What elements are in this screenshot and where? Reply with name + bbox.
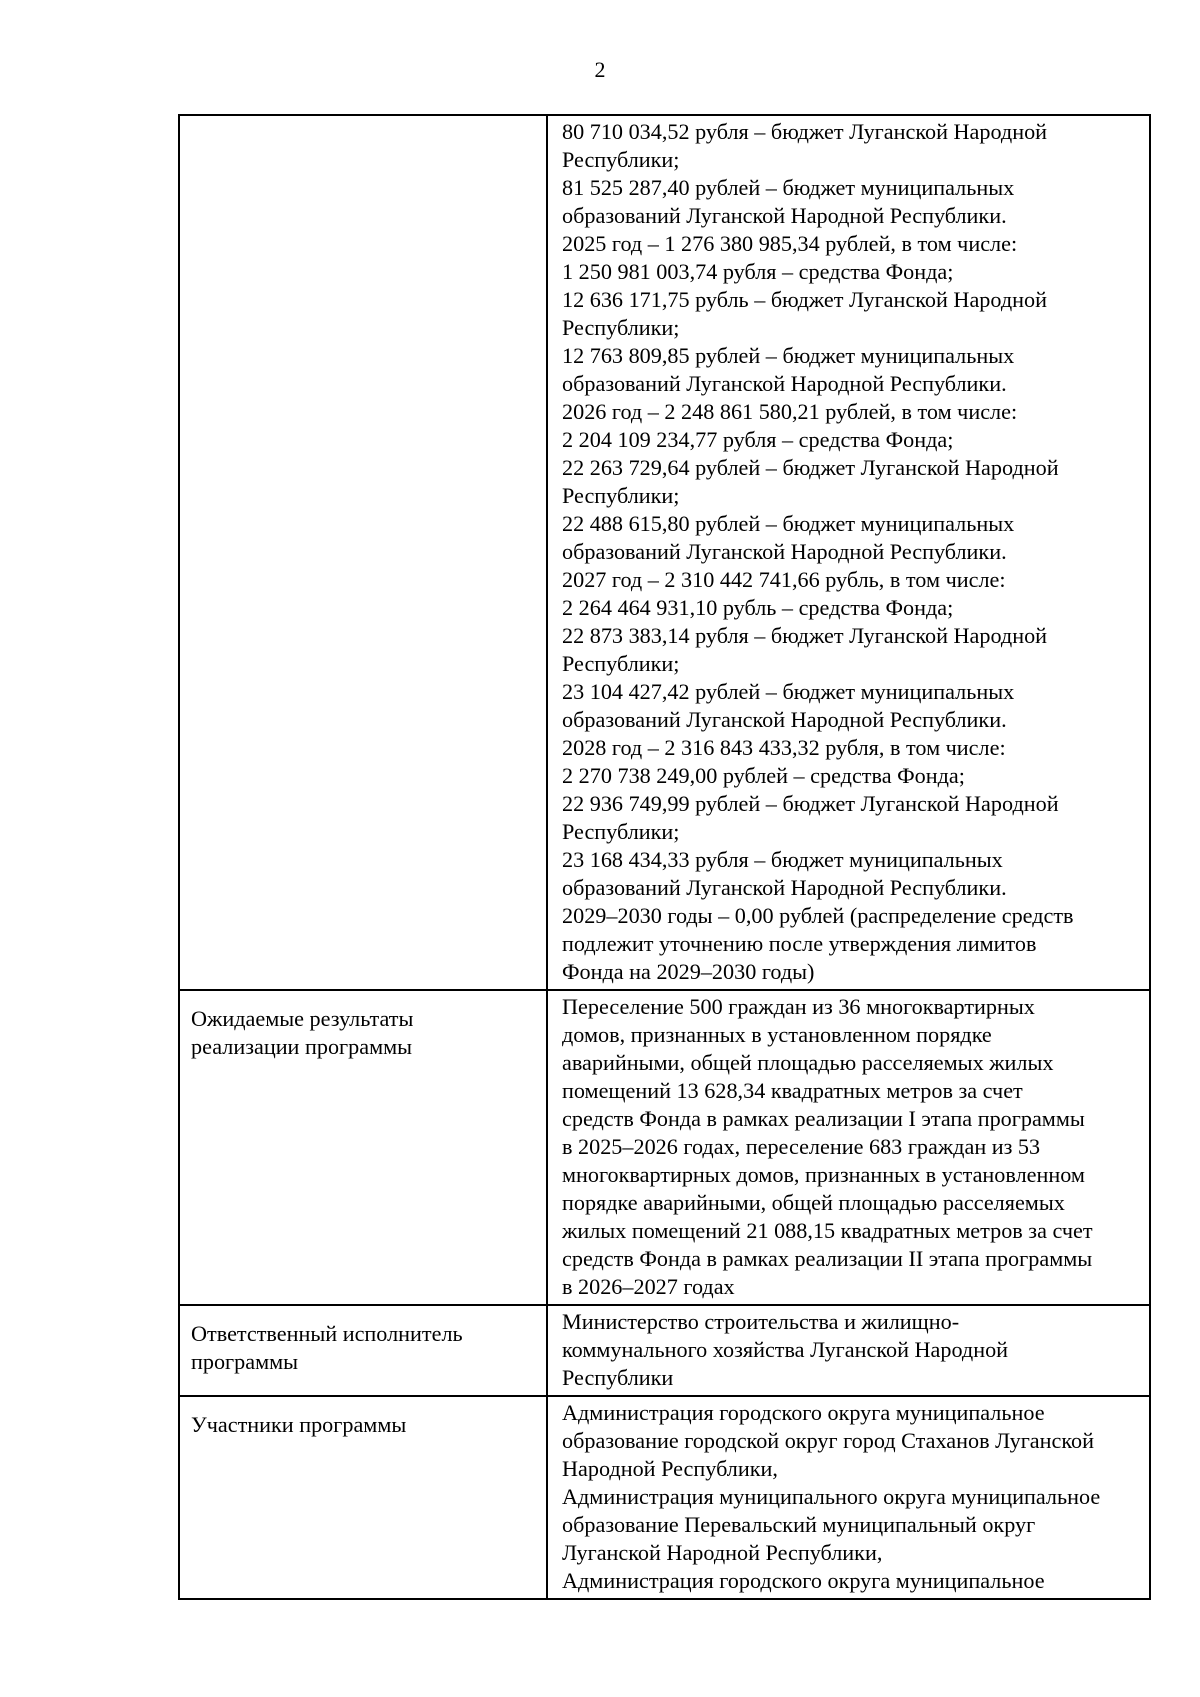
- value-line: подлежит уточнению после утверждения лимитов: [562, 931, 1037, 956]
- value-line: 2 264 464 931,10 рубль – средства Фонда;: [562, 595, 954, 620]
- value-line: в 2025–2026 годах, переселение 683 граждан из 53: [562, 1134, 1041, 1159]
- value-line: Министерство строительства и жилищно-: [562, 1309, 960, 1334]
- value-line: 2 270 738 249,00 рублей – средства Фонда;: [562, 763, 965, 788]
- value-line: Республики;: [562, 483, 680, 508]
- value-line: 22 263 729,64 рублей – бюджет Луганской Народной: [562, 455, 1059, 480]
- value-line: средств Фонда в рамках реализации II этапа программы: [562, 1246, 1093, 1271]
- value-line: 2029–2030 годы – 0,00 рублей (распределение средств: [562, 903, 1074, 928]
- value-line: домов, признанных в установленном порядке: [562, 1022, 992, 1047]
- value-line: 12 763 809,85 рублей – бюджет муниципальных: [562, 343, 1015, 368]
- table-row: [179, 990, 1150, 1305]
- value-line: Республики;: [562, 651, 680, 676]
- program-passport-table: [178, 114, 1151, 1600]
- value-line: образований Луганской Народной Республики.: [562, 875, 1007, 900]
- value-line: Переселение 500 граждан из 36 многоквартирных: [562, 994, 1035, 1019]
- value-line: Народной Республики,: [562, 1456, 778, 1481]
- row-label-cell: [179, 115, 547, 990]
- row-label-cell: [179, 1305, 547, 1396]
- value-line: образований Луганской Народной Республики.: [562, 707, 1007, 732]
- value-line: 22 873 383,14 рубля – бюджет Луганской Народной: [562, 623, 1048, 648]
- page-number: 2: [594, 57, 606, 82]
- value-line: 81 525 287,40 рублей – бюджет муниципальных: [562, 175, 1015, 200]
- value-line: 2028 год – 2 316 843 433,32 рубля, в том числе:: [562, 735, 1006, 760]
- row-value-cell: [547, 1305, 1150, 1396]
- table-row: [179, 1305, 1150, 1396]
- value-line: 2 204 109 234,77 рубля – средства Фонда;: [562, 427, 954, 452]
- value-line: Администрация муниципального округа муниципальное: [562, 1484, 1101, 1509]
- row-value-cell: [547, 115, 1150, 990]
- label-line: программы: [191, 1349, 299, 1374]
- value-line: образование Перевальский муниципальный округ: [562, 1512, 1036, 1537]
- value-line: 2026 год – 2 248 861 580,21 рублей, в том числе:: [562, 399, 1018, 424]
- table-row: [179, 115, 1150, 990]
- value-line: 2027 год – 2 310 442 741,66 рубль, в том числе:: [562, 567, 1006, 592]
- value-line: 23 104 427,42 рублей – бюджет муниципальных: [562, 679, 1015, 704]
- value-line: жилых помещений 21 088,15 квадратных метров за счет: [562, 1218, 1093, 1243]
- value-line: образований Луганской Народной Республики.: [562, 539, 1007, 564]
- value-line: коммунального хозяйства Луганской Народной: [562, 1337, 1009, 1362]
- value-line: многоквартирных домов, признанных в установленном: [562, 1162, 1085, 1187]
- value-line: аварийными, общей площадью расселяемых жилых: [562, 1050, 1054, 1075]
- value-line: Республики;: [562, 819, 680, 844]
- row-value-cell: [547, 1396, 1150, 1599]
- value-line: Республики: [562, 1365, 674, 1390]
- value-line: 12 636 171,75 рубль – бюджет Луганской Народной: [562, 287, 1047, 312]
- value-line: Фонда на 2029–2030 годы): [562, 959, 815, 984]
- value-line: 23 168 434,33 рубля – бюджет муниципальных: [562, 847, 1003, 872]
- value-line: Республики;: [562, 147, 680, 172]
- value-line: 22 488 615,80 рублей – бюджет муниципальных: [562, 511, 1015, 536]
- label-line: Ответственный исполнитель: [191, 1321, 463, 1346]
- value-line: образование городской округ город Стаханов Луганской: [562, 1428, 1094, 1453]
- value-line: 22 936 749,99 рублей – бюджет Луганской Народной: [562, 791, 1059, 816]
- value-line: Администрация городского округа муниципальное: [562, 1568, 1045, 1593]
- value-line: средств Фонда в рамках реализации I этапа программы: [562, 1106, 1085, 1131]
- label-line: Участники программы: [191, 1412, 407, 1437]
- value-line: порядке аварийными, общей площадью расселяемых: [562, 1190, 1065, 1215]
- value-line: в 2026–2027 годах: [562, 1274, 735, 1299]
- value-line: помещений 13 628,34 квадратных метров за счет: [562, 1078, 1023, 1103]
- value-line: 80 710 034,52 рубля – бюджет Луганской Народной: [562, 119, 1048, 144]
- row-label-cell: [179, 990, 547, 1305]
- value-line: образований Луганской Народной Республики.: [562, 203, 1007, 228]
- label-line: Ожидаемые результаты: [191, 1006, 414, 1031]
- value-line: 2025 год – 1 276 380 985,34 рублей, в том числе:: [562, 231, 1018, 256]
- value-line: образований Луганской Народной Республики.: [562, 371, 1007, 396]
- value-line: Луганской Народной Республики,: [562, 1540, 883, 1565]
- value-line: Администрация городского округа муниципальное: [562, 1400, 1045, 1425]
- label-line: реализации программы: [191, 1034, 413, 1059]
- row-value-cell: [547, 990, 1150, 1305]
- value-line: Республики;: [562, 315, 680, 340]
- table-row: [179, 1396, 1150, 1599]
- row-label-cell: [179, 1396, 547, 1599]
- value-line: 1 250 981 003,74 рубля – средства Фонда;: [562, 259, 954, 284]
